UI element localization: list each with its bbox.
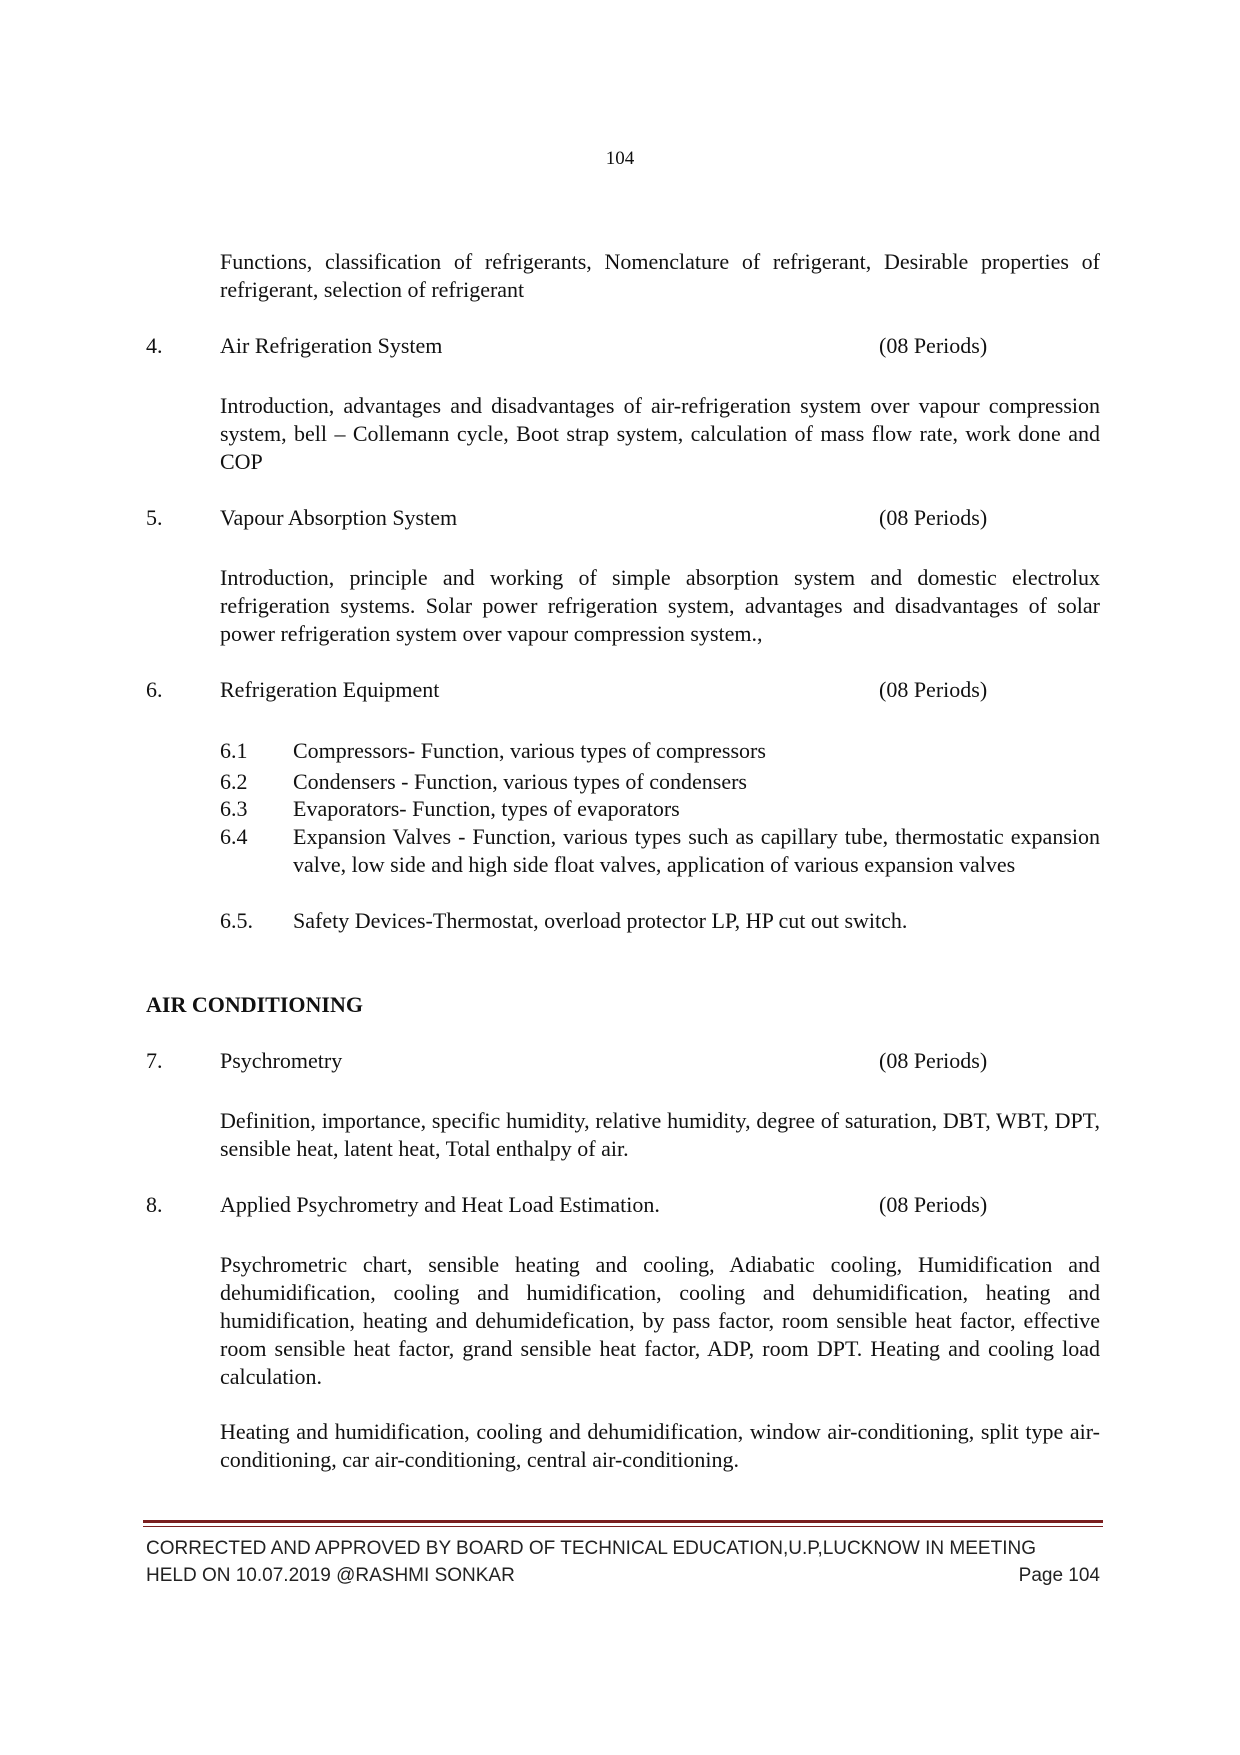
section-periods: (08 Periods) <box>879 1048 988 1073</box>
intro-paragraph: Functions, classification of refrigerants, Nomenclature of refrigerant, Desirable properties of refrigerant, selection of refrigerant <box>220 249 1100 302</box>
section-periods: (08 Periods) <box>879 1192 988 1217</box>
subitem-text: Expansion Valves - Function, various types such as capillary tube, thermostatic expansion valve, low side and high side float valves, application of various expansion valves <box>293 824 1100 877</box>
section-title: Refrigeration Equipment <box>220 677 440 702</box>
footer-rule-thin <box>143 1526 1103 1527</box>
section-body: Introduction, principle and working of simple absorption system and domestic electrolux refrigeration systems. Solar power refrigeration system, advantages and disadvantages of solar power refrigeration system over vapour compression system., <box>220 565 1100 646</box>
section-heading-air-conditioning: AIR CONDITIONING <box>146 992 363 1017</box>
subitem-number: 6.5. <box>220 908 253 933</box>
subitem-text: Safety Devices-Thermostat, overload protector LP, HP cut out switch. <box>293 908 908 933</box>
footer-page-number: Page 104 <box>1018 1565 1100 1586</box>
footer-approval-line: CORRECTED AND APPROVED BY BOARD OF TECHNICAL EDUCATION,U.P,LUCKNOW IN MEETING <box>146 1538 1036 1559</box>
subitem-text: Condensers - Function, various types of condensers <box>293 769 747 794</box>
section-body-continued: Heating and humidification, cooling and dehumidification, window air-conditioning, split type air-conditioning, car air-conditioning, central air-conditioning. <box>220 1419 1100 1472</box>
section-number: 6. <box>146 677 163 702</box>
subitem-number: 6.3 <box>220 796 248 821</box>
subitem-number: 6.1 <box>220 738 248 763</box>
section-body: Psychrometric chart, sensible heating and cooling, Adiabatic cooling, Humidification and dehumidification, cooling and humidification, cooling and dehumidification, heating and humidification, heating and dehumidefication, by pass factor, room sensible heat factor, effective room sensible heat factor, grand sensible heat factor, ADP, room DPT. Heating and cooling load calculation. <box>220 1252 1100 1389</box>
section-number: 4. <box>146 333 163 358</box>
section-title: Psychrometry <box>220 1048 343 1073</box>
subitem-text: Evaporators- Function, types of evaporators <box>293 796 680 821</box>
section-title: Air Refrigeration System <box>220 333 443 358</box>
section-periods: (08 Periods) <box>879 677 988 702</box>
page-number: 104 <box>605 148 635 169</box>
section-number: 5. <box>146 505 163 530</box>
section-title: Vapour Absorption System <box>220 505 458 530</box>
subitem-number: 6.4 <box>220 824 248 849</box>
subitem-number: 6.2 <box>220 769 248 794</box>
section-periods: (08 Periods) <box>879 333 988 358</box>
section-body: Introduction, advantages and disadvantages of air-refrigeration system over vapour compression system, bell – Collemann cycle, Boot strap system, calculation of mass flow rate, work done and COP <box>220 393 1100 474</box>
section-body: Definition, importance, specific humidity, relative humidity, degree of saturation, DBT, WBT, DPT, sensible heat, latent heat, Total enthalpy of air. <box>220 1108 1100 1161</box>
subitem-text: Compressors- Function, various types of compressors <box>293 738 766 763</box>
section-number: 8. <box>146 1192 163 1217</box>
section-periods: (08 Periods) <box>879 505 988 530</box>
section-title: Applied Psychrometry and Heat Load Estimation. <box>220 1192 660 1217</box>
footer-rule <box>143 1520 1103 1523</box>
footer-meeting-line: HELD ON 10.07.2019 @RASHMI SONKAR <box>146 1565 515 1586</box>
section-number: 7. <box>146 1048 163 1073</box>
